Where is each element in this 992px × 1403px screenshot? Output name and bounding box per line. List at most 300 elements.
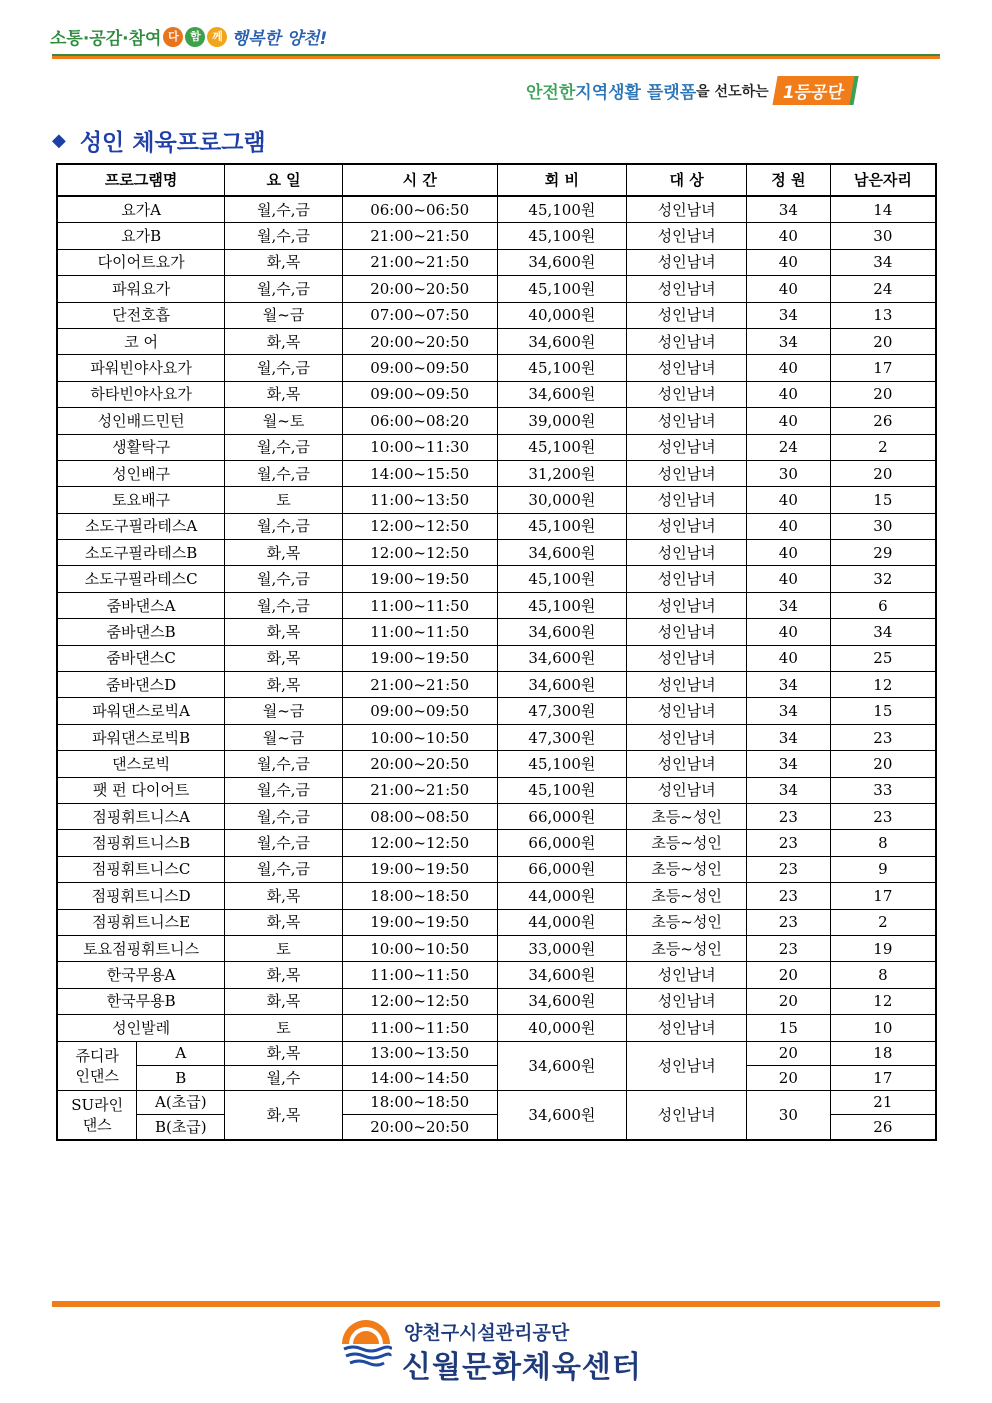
time-cell: 21:00~21:50 xyxy=(342,249,497,275)
fee-cell: 44,000원 xyxy=(497,909,627,935)
table-row xyxy=(57,355,936,381)
program-name: 요가B xyxy=(57,223,225,249)
time-cell: 12:00~12:50 xyxy=(342,988,497,1014)
capacity-cell: 40 xyxy=(746,408,830,434)
target-cell: 성인남녀 xyxy=(627,1090,747,1140)
target-cell: 성인남녀 xyxy=(627,196,747,223)
days-cell: 월,수,금 xyxy=(225,355,343,381)
capacity-cell: 23 xyxy=(746,856,830,882)
fee-cell: 34,600원 xyxy=(497,381,627,407)
target-cell: 성인남녀 xyxy=(627,724,747,750)
days-cell: 화,목 xyxy=(225,672,343,698)
capacity-cell: 20 xyxy=(746,988,830,1014)
time-cell: 18:00~18:50 xyxy=(342,1090,497,1115)
time-cell: 06:00~08:20 xyxy=(342,408,497,434)
table-row xyxy=(57,249,936,275)
time-cell: 08:00~08:50 xyxy=(342,803,497,829)
table-row xyxy=(57,540,936,566)
remaining-cell: 20 xyxy=(830,751,936,777)
capacity-cell: 40 xyxy=(746,566,830,592)
fee-cell: 34,600원 xyxy=(497,1090,627,1140)
table-row xyxy=(57,592,936,618)
remaining-cell: 6 xyxy=(830,592,936,618)
days-cell: 월,수,금 xyxy=(225,856,343,882)
program-name: 성인발레 xyxy=(57,1015,225,1041)
capacity-cell: 20 xyxy=(746,1066,830,1091)
table-row xyxy=(57,935,936,961)
program-name: 토요배구 xyxy=(57,487,225,513)
column-header: 요 일 xyxy=(225,164,343,196)
capacity-cell: 30 xyxy=(746,460,830,486)
days-cell: 화,목 xyxy=(225,619,343,645)
remaining-cell: 26 xyxy=(830,408,936,434)
fee-cell: 66,000원 xyxy=(497,830,627,856)
capacity-cell: 40 xyxy=(746,355,830,381)
time-cell: 12:00~12:50 xyxy=(342,540,497,566)
capacity-cell: 34 xyxy=(746,196,830,223)
days-cell: 월,수,금 xyxy=(225,460,343,486)
fee-cell: 45,100원 xyxy=(497,513,627,539)
target-cell: 성인남녀 xyxy=(627,619,747,645)
program-name: 파워댄스로빅B xyxy=(57,724,225,750)
days-cell: 월,수,금 xyxy=(225,276,343,302)
program-name: 한국무용A xyxy=(57,962,225,988)
days-cell: 월,수,금 xyxy=(225,803,343,829)
capacity-cell: 23 xyxy=(746,803,830,829)
fee-cell: 44,000원 xyxy=(497,883,627,909)
remaining-cell: 23 xyxy=(830,724,936,750)
table-row xyxy=(57,619,936,645)
table-row xyxy=(57,777,936,803)
fee-cell: 34,600원 xyxy=(497,645,627,671)
program-name: 성인배드민턴 xyxy=(57,408,225,434)
slogan-ball: 다 xyxy=(163,27,183,47)
remaining-cell: 30 xyxy=(830,223,936,249)
program-name: 파워댄스로빅A xyxy=(57,698,225,724)
remaining-cell: 17 xyxy=(830,355,936,381)
center-name: 신월문화체육센터 xyxy=(402,1350,642,1385)
fee-cell: 47,300원 xyxy=(497,724,627,750)
section-heading xyxy=(52,124,266,157)
program-name: 소도구필라테스A xyxy=(57,513,225,539)
time-cell: 13:00~13:50 xyxy=(342,1041,497,1066)
remaining-cell: 9 xyxy=(830,856,936,882)
program-name: 소도구필라테스B xyxy=(57,540,225,566)
sub-class-label: A(초급) xyxy=(137,1090,225,1115)
capacity-cell: 34 xyxy=(746,672,830,698)
fee-cell: 34,600원 xyxy=(497,540,627,566)
fee-cell: 47,300원 xyxy=(497,698,627,724)
days-cell: 토 xyxy=(225,935,343,961)
fee-cell: 39,000원 xyxy=(497,408,627,434)
target-cell: 성인남녀 xyxy=(627,592,747,618)
days-cell: 월~토 xyxy=(225,408,343,434)
remaining-cell: 17 xyxy=(830,1066,936,1091)
table-row xyxy=(57,566,936,592)
target-cell: 성인남녀 xyxy=(627,249,747,275)
time-cell: 20:00~20:50 xyxy=(342,1115,497,1140)
fee-cell: 45,100원 xyxy=(497,355,627,381)
remaining-cell: 14 xyxy=(830,196,936,223)
target-cell: 성인남녀 xyxy=(627,1015,747,1041)
table-row-judi-b xyxy=(57,1066,936,1091)
days-cell: 토 xyxy=(225,1015,343,1041)
fee-cell: 45,100원 xyxy=(497,566,627,592)
days-cell: 월~금 xyxy=(225,302,343,328)
fee-cell: 34,600원 xyxy=(497,249,627,275)
fee-cell: 33,000원 xyxy=(497,935,627,961)
time-cell: 18:00~18:50 xyxy=(342,883,497,909)
days-cell: 화,목 xyxy=(225,962,343,988)
capacity-cell: 20 xyxy=(746,1041,830,1066)
table-row xyxy=(57,302,936,328)
table-row xyxy=(57,698,936,724)
table-row-judi-a xyxy=(57,1041,936,1066)
fee-cell: 30,000원 xyxy=(497,487,627,513)
fee-cell: 34,600원 xyxy=(497,962,627,988)
table-row xyxy=(57,223,936,249)
capacity-cell: 40 xyxy=(746,540,830,566)
target-cell: 성인남녀 xyxy=(627,1041,747,1090)
table-row xyxy=(57,883,936,909)
remaining-cell: 20 xyxy=(830,328,936,354)
table-row xyxy=(57,196,936,223)
target-cell: 성인남녀 xyxy=(627,381,747,407)
capacity-cell: 23 xyxy=(746,935,830,961)
days-cell: 화,목 xyxy=(225,381,343,407)
tagline-part2: 지역생활 플랫폼 xyxy=(575,83,697,103)
table-row xyxy=(57,276,936,302)
days-cell: 월,수,금 xyxy=(225,566,343,592)
capacity-cell: 23 xyxy=(746,830,830,856)
program-name: 다이어트요가 xyxy=(57,249,225,275)
column-header: 대 상 xyxy=(627,164,747,196)
target-cell: 성인남녀 xyxy=(627,777,747,803)
time-cell: 19:00~19:50 xyxy=(342,566,497,592)
remaining-cell: 34 xyxy=(830,619,936,645)
days-cell: 월,수,금 xyxy=(225,223,343,249)
table-row xyxy=(57,803,936,829)
days-cell: 월,수,금 xyxy=(225,196,343,223)
target-cell: 성인남녀 xyxy=(627,540,747,566)
table-row xyxy=(57,909,936,935)
program-name: 코 어 xyxy=(57,328,225,354)
remaining-cell: 26 xyxy=(830,1115,936,1140)
target-cell: 성인남녀 xyxy=(627,434,747,460)
fee-cell: 66,000원 xyxy=(497,803,627,829)
program-name: 한국무용B xyxy=(57,988,225,1014)
fee-cell: 45,100원 xyxy=(497,276,627,302)
column-header: 프로그램명 xyxy=(57,164,225,196)
days-cell: 월,수,금 xyxy=(225,830,343,856)
target-cell: 성인남녀 xyxy=(627,223,747,249)
days-cell: 화,목 xyxy=(225,883,343,909)
fee-cell: 45,100원 xyxy=(497,751,627,777)
target-cell: 성인남녀 xyxy=(627,698,747,724)
days-cell: 월~금 xyxy=(225,724,343,750)
capacity-cell: 23 xyxy=(746,909,830,935)
capacity-cell: 34 xyxy=(746,302,830,328)
program-name: 성인배구 xyxy=(57,460,225,486)
table-header-row xyxy=(57,164,936,196)
time-cell: 11:00~11:50 xyxy=(342,592,497,618)
capacity-cell: 24 xyxy=(746,434,830,460)
program-name: 점핑휘트니스C xyxy=(57,856,225,882)
program-name: 소도구필라테스C xyxy=(57,566,225,592)
remaining-cell: 32 xyxy=(830,566,936,592)
remaining-cell: 34 xyxy=(830,249,936,275)
table-row xyxy=(57,460,936,486)
fee-cell: 34,600원 xyxy=(497,328,627,354)
capacity-cell: 15 xyxy=(746,1015,830,1041)
capacity-cell: 40 xyxy=(746,223,830,249)
capacity-cell: 34 xyxy=(746,777,830,803)
time-cell: 11:00~11:50 xyxy=(342,1015,497,1041)
fee-cell: 40,000원 xyxy=(497,302,627,328)
days-cell: 월,수,금 xyxy=(225,434,343,460)
remaining-cell: 17 xyxy=(830,883,936,909)
column-header: 정 원 xyxy=(746,164,830,196)
target-cell: 성인남녀 xyxy=(627,988,747,1014)
time-cell: 11:00~13:50 xyxy=(342,487,497,513)
remaining-cell: 2 xyxy=(830,434,936,460)
remaining-cell: 21 xyxy=(830,1090,936,1115)
days-cell: 화,목 xyxy=(225,328,343,354)
target-cell: 성인남녀 xyxy=(627,962,747,988)
table-row xyxy=(57,856,936,882)
time-cell: 07:00~07:50 xyxy=(342,302,497,328)
time-cell: 21:00~21:50 xyxy=(342,223,497,249)
program-name: 요가A xyxy=(57,196,225,223)
table-row xyxy=(57,408,936,434)
capacity-cell: 34 xyxy=(746,328,830,354)
remaining-cell: 12 xyxy=(830,672,936,698)
target-cell: 성인남녀 xyxy=(627,328,747,354)
remaining-cell: 25 xyxy=(830,645,936,671)
table-row xyxy=(57,724,936,750)
table-row xyxy=(57,381,936,407)
time-cell: 19:00~19:50 xyxy=(342,909,497,935)
program-name: 생활탁구 xyxy=(57,434,225,460)
days-cell: 월,수,금 xyxy=(225,777,343,803)
time-cell: 21:00~21:50 xyxy=(342,777,497,803)
fee-cell: 45,100원 xyxy=(497,777,627,803)
fee-cell: 45,100원 xyxy=(497,434,627,460)
table-row-su-a xyxy=(57,1090,936,1115)
program-name-judi: 쥬디라 인댄스 xyxy=(57,1041,137,1090)
remaining-cell: 24 xyxy=(830,276,936,302)
time-cell: 19:00~19:50 xyxy=(342,856,497,882)
remaining-cell: 20 xyxy=(830,381,936,407)
fee-cell: 34,600원 xyxy=(497,988,627,1014)
program-name: 점핑휘트니스B xyxy=(57,830,225,856)
capacity-cell: 40 xyxy=(746,276,830,302)
time-cell: 14:00~15:50 xyxy=(342,460,497,486)
remaining-cell: 29 xyxy=(830,540,936,566)
table-row xyxy=(57,645,936,671)
slogan-prefix: 소통·공감·참여 xyxy=(50,29,162,49)
sub-class-label: A xyxy=(137,1041,225,1066)
slogan-ball: 함 xyxy=(185,27,205,47)
slogan-suffix: 행복한 양천! xyxy=(231,29,328,49)
remaining-cell: 15 xyxy=(830,487,936,513)
program-name: 줌바댄스A xyxy=(57,592,225,618)
sub-class-label: B xyxy=(137,1066,225,1091)
time-cell: 09:00~09:50 xyxy=(342,381,497,407)
program-name: 점핑휘트니스D xyxy=(57,883,225,909)
target-cell: 성인남녀 xyxy=(627,751,747,777)
table-row xyxy=(57,672,936,698)
column-header: 회 비 xyxy=(497,164,627,196)
remaining-cell: 20 xyxy=(830,460,936,486)
days-cell: 월~금 xyxy=(225,698,343,724)
time-cell: 19:00~19:50 xyxy=(342,645,497,671)
target-cell: 초등~성인 xyxy=(627,883,747,909)
remaining-cell: 33 xyxy=(830,777,936,803)
table-row xyxy=(57,988,936,1014)
target-cell: 성인남녀 xyxy=(627,487,747,513)
program-name: 파워빈야사요가 xyxy=(57,355,225,381)
time-cell: 06:00~06:50 xyxy=(342,196,497,223)
target-cell: 성인남녀 xyxy=(627,355,747,381)
section-title: 성인 체육프로그램 xyxy=(79,130,266,156)
fee-cell: 34,600원 xyxy=(497,619,627,645)
target-cell: 성인남녀 xyxy=(627,460,747,486)
table-row xyxy=(57,513,936,539)
program-name: 하타빈야사요가 xyxy=(57,381,225,407)
target-cell: 성인남녀 xyxy=(627,302,747,328)
remaining-cell: 30 xyxy=(830,513,936,539)
fee-cell: 66,000원 xyxy=(497,856,627,882)
organization-name: 양천구시설관리공단 xyxy=(404,1322,570,1344)
days-cell: 화,목 xyxy=(225,988,343,1014)
target-cell: 초등~성인 xyxy=(627,803,747,829)
days-cell: 화,목 xyxy=(225,645,343,671)
remaining-cell: 8 xyxy=(830,962,936,988)
time-cell: 10:00~10:50 xyxy=(342,935,497,961)
footer-divider xyxy=(52,1301,940,1307)
time-cell: 10:00~11:30 xyxy=(342,434,497,460)
fee-cell: 34,600원 xyxy=(497,1041,627,1090)
days-cell: 월,수,금 xyxy=(225,513,343,539)
fee-cell: 34,600원 xyxy=(497,672,627,698)
days-cell: 월,수,금 xyxy=(225,592,343,618)
program-name: 단전호흡 xyxy=(57,302,225,328)
tagline xyxy=(526,76,856,105)
remaining-cell: 15 xyxy=(830,698,936,724)
time-cell: 09:00~09:50 xyxy=(342,355,497,381)
capacity-cell: 23 xyxy=(746,883,830,909)
capacity-cell: 40 xyxy=(746,381,830,407)
target-cell: 초등~성인 xyxy=(627,935,747,961)
time-cell: 20:00~20:50 xyxy=(342,328,497,354)
capacity-cell: 40 xyxy=(746,487,830,513)
table-row xyxy=(57,328,936,354)
remaining-cell: 19 xyxy=(830,935,936,961)
fee-cell: 45,100원 xyxy=(497,223,627,249)
fee-cell: 45,100원 xyxy=(497,196,627,223)
time-cell: 10:00~10:50 xyxy=(342,724,497,750)
slogan xyxy=(50,24,327,49)
program-name: 줌바댄스D xyxy=(57,672,225,698)
tagline-badge: 1등공단 xyxy=(772,76,858,105)
time-cell: 12:00~12:50 xyxy=(342,830,497,856)
program-name: 점핑휘트니스A xyxy=(57,803,225,829)
center-logo-icon xyxy=(340,1318,392,1374)
target-cell: 초등~성인 xyxy=(627,830,747,856)
time-cell: 11:00~11:50 xyxy=(342,962,497,988)
days-cell: 화,목 xyxy=(225,249,343,275)
tagline-part3: 을 선도하는 xyxy=(696,83,769,100)
program-name: 팻 펀 다이어트 xyxy=(57,777,225,803)
diamond-bullet-icon: ◆ xyxy=(52,130,66,151)
target-cell: 성인남녀 xyxy=(627,276,747,302)
days-cell: 화,목 xyxy=(225,909,343,935)
days-cell: 화,목 xyxy=(225,540,343,566)
capacity-cell: 34 xyxy=(746,592,830,618)
time-cell: 20:00~20:50 xyxy=(342,276,497,302)
remaining-cell: 23 xyxy=(830,803,936,829)
target-cell: 성인남녀 xyxy=(627,672,747,698)
tagline-part1: 안전한 xyxy=(526,83,576,103)
fee-cell: 45,100원 xyxy=(497,592,627,618)
program-name: 줌바댄스B xyxy=(57,619,225,645)
program-name: 줌바댄스C xyxy=(57,645,225,671)
sub-class-label: B(초급) xyxy=(137,1115,225,1140)
program-name: 점핑휘트니스E xyxy=(57,909,225,935)
table-row xyxy=(57,962,936,988)
days-cell: 화,목 xyxy=(225,1041,343,1066)
time-cell: 21:00~21:50 xyxy=(342,672,497,698)
table-row xyxy=(57,487,936,513)
header-divider xyxy=(52,54,940,59)
capacity-cell: 34 xyxy=(746,698,830,724)
time-cell: 09:00~09:50 xyxy=(342,698,497,724)
time-cell: 20:00~20:50 xyxy=(342,751,497,777)
target-cell: 성인남녀 xyxy=(627,408,747,434)
capacity-cell: 34 xyxy=(746,724,830,750)
days-cell: 토 xyxy=(225,487,343,513)
remaining-cell: 2 xyxy=(830,909,936,935)
program-name: 파워요가 xyxy=(57,276,225,302)
fee-cell: 31,200원 xyxy=(497,460,627,486)
time-cell: 12:00~12:50 xyxy=(342,513,497,539)
table-row xyxy=(57,434,936,460)
target-cell: 초등~성인 xyxy=(627,909,747,935)
capacity-cell: 20 xyxy=(746,962,830,988)
table-row xyxy=(57,1015,936,1041)
days-cell: 화,목 xyxy=(225,1090,343,1140)
time-cell: 11:00~11:50 xyxy=(342,619,497,645)
fee-cell: 40,000원 xyxy=(497,1015,627,1041)
slogan-ball: 께 xyxy=(207,27,227,47)
target-cell: 성인남녀 xyxy=(627,566,747,592)
remaining-cell: 12 xyxy=(830,988,936,1014)
program-name-su: SU라인 댄스 xyxy=(57,1090,137,1140)
capacity-cell: 40 xyxy=(746,513,830,539)
program-name: 댄스로빅 xyxy=(57,751,225,777)
capacity-cell: 30 xyxy=(746,1090,830,1140)
column-header: 남은자리 xyxy=(830,164,936,196)
remaining-cell: 10 xyxy=(830,1015,936,1041)
capacity-cell: 40 xyxy=(746,645,830,671)
capacity-cell: 40 xyxy=(746,619,830,645)
capacity-cell: 40 xyxy=(746,249,830,275)
table-row xyxy=(57,830,936,856)
capacity-cell: 34 xyxy=(746,751,830,777)
program-table xyxy=(56,163,937,1141)
time-cell: 14:00~14:50 xyxy=(342,1066,497,1091)
